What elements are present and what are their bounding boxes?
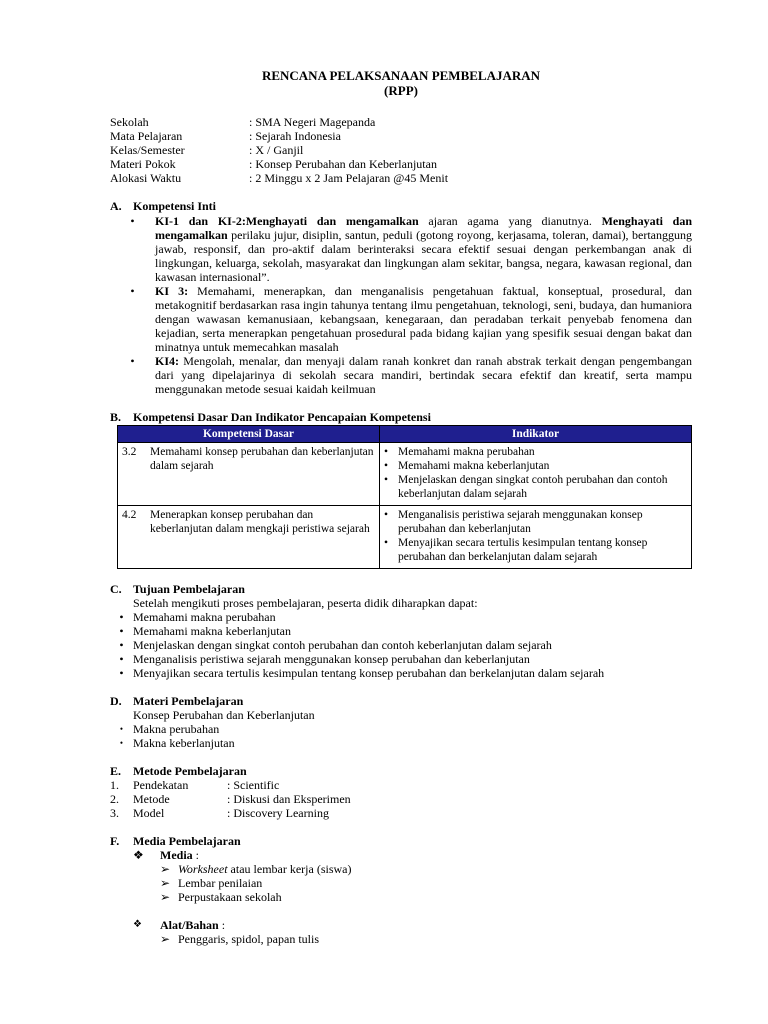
list-item bbox=[110, 806, 692, 820]
section-heading bbox=[110, 694, 692, 708]
list-text: Menjelaskan dengan singkat contoh perubahan dan contoh keberlanjutan dalam sejarah bbox=[133, 638, 552, 652]
list-item bbox=[110, 792, 692, 806]
section-media bbox=[110, 834, 692, 946]
bullet-icon: • bbox=[119, 624, 124, 638]
list-item bbox=[110, 722, 692, 736]
ki-item-1 bbox=[110, 214, 692, 284]
title-line-2: (RPP) bbox=[384, 83, 418, 98]
list-value: : Diskusi dan Eksperimen bbox=[227, 792, 351, 806]
bullet-icon: • bbox=[384, 537, 389, 549]
arrow-bullet-icon: ➢ bbox=[160, 862, 171, 876]
kd-indicator-table bbox=[117, 425, 692, 569]
ki-label: KI-1 dan KI-2:Menghayati dan mengamalkan bbox=[155, 214, 419, 228]
section-title: Media Pembelajaran bbox=[133, 834, 241, 848]
ki-body: ajaran agama yang dianutnya. bbox=[418, 214, 602, 228]
ki-body: perilaku jujur, disiplin, santun, peduli (gotong royong, kerjasama, toleran, damai), bertanggung jawab, responsif, dan pro-aktif dalam berinteraksi secara efektif sesuai dengan perkembangan anak di lingkungan, keluarga, sekolah, masyarakat dan lingkungan alam sekitar, bangsa, negara, kawasan regional, dan kawasan internasional”. bbox=[155, 228, 692, 284]
section-title: Kompetensi Inti bbox=[133, 199, 217, 213]
alat-label: Alat/Bahan bbox=[160, 918, 219, 932]
list-text: Makna perubahan bbox=[133, 722, 220, 736]
meta-row-sekolah bbox=[110, 115, 692, 129]
title-line-1: RENCANA PELAKSANAAN PEMBELAJARAN bbox=[261, 68, 541, 83]
section-title: Tujuan Pembelajaran bbox=[133, 582, 245, 596]
section-tujuan bbox=[110, 582, 692, 680]
ki-body: Memahami, menerapkan, dan menganalisis pengetahuan faktual, konseptual, prosedural, dan metakognitif berdasarkan rasa ingin tahunya tentang ilmu pengetahuan, teknologi, seni, budaya, dan humaniora dengan wawasan kemanusiaan, kebangsaan, kenegaraan, dan peradaban terkait penyebab fenomena dan kejadian, serta menerapkan pengetahuan prosedural pada bidang kajian yang spesifik sesuai dengan bakat dan minatnya untuk memecahkan masalah bbox=[155, 284, 693, 354]
arrow-bullet-icon: ➢ bbox=[160, 932, 171, 946]
section-letter: E. bbox=[110, 764, 122, 778]
meta-value: : X / Ganjil bbox=[249, 143, 304, 157]
section-letter: C. bbox=[110, 582, 122, 596]
meta-value: : Konsep Perubahan dan Keberlanjutan bbox=[249, 157, 437, 171]
identity-block bbox=[110, 115, 692, 185]
list-key: Metode bbox=[133, 792, 170, 806]
section-intro: Konsep Perubahan dan Keberlanjutan bbox=[133, 708, 315, 722]
alat-heading bbox=[110, 918, 692, 932]
section-heading bbox=[110, 199, 692, 213]
list-text: Menganalisis peristiwa sejarah menggunakan konsep perubahan dan keberlanjutan bbox=[133, 652, 530, 666]
bullet-icon: • bbox=[119, 738, 124, 748]
list-value: : Discovery Learning bbox=[227, 806, 329, 820]
list-key: Pendekatan bbox=[133, 778, 189, 792]
meta-row-kelas bbox=[110, 143, 692, 157]
media-heading bbox=[110, 848, 692, 862]
kd-text: Memahami konsep perubahan dan keberlanjutan dalam sejarah bbox=[150, 446, 374, 472]
list-item bbox=[110, 862, 692, 876]
list-number: 2. bbox=[110, 792, 119, 806]
indicator-text: Menganalisis peristiwa sejarah menggunakan konsep perubahan dan keberlanjutan bbox=[398, 509, 643, 535]
diamond-bullet-icon: ❖ bbox=[133, 848, 144, 862]
meta-key: Kelas/Semester bbox=[110, 143, 185, 157]
section-heading bbox=[110, 764, 692, 778]
ki-text bbox=[155, 214, 692, 284]
table-row bbox=[118, 506, 692, 569]
ki-list bbox=[110, 214, 692, 396]
list-item bbox=[384, 536, 687, 564]
bullet-icon: • bbox=[119, 652, 124, 666]
section-metode bbox=[110, 764, 692, 820]
bullet-icon: • bbox=[119, 666, 124, 680]
ki-label: KI 3: bbox=[155, 284, 189, 298]
list-item bbox=[110, 652, 692, 666]
bullet-icon: • bbox=[119, 724, 124, 734]
media-italic: Worksheet bbox=[178, 862, 228, 876]
list-value: : Scientific bbox=[227, 778, 280, 792]
section-letter: A. bbox=[110, 199, 122, 213]
indikator-cell bbox=[380, 506, 692, 569]
kd-text: Menerapkan konsep perubahan dan keberlanjutan dalam mengkaji peristiwa sejarah bbox=[150, 509, 370, 535]
meta-row-alokasi bbox=[110, 171, 692, 185]
ki-label: KI4: bbox=[155, 354, 179, 368]
bullet-icon: • bbox=[130, 354, 135, 368]
arrow-bullet-icon: ➢ bbox=[160, 876, 171, 890]
list-item bbox=[110, 876, 692, 890]
meta-key: Sekolah bbox=[110, 115, 149, 129]
star-bullet-icon: ❖ bbox=[133, 919, 142, 930]
list-text: Lembar penilaian bbox=[178, 876, 263, 890]
kd-cell bbox=[118, 443, 380, 506]
ki-body: Mengolah, menalar, dan menyaji dalam ranah konkret dan ranah abstrak terkait dengan pengembangan dari yang dipelajarinya di sekolah secara mandiri, bertindak secara efektif dan kreatif, serta mampu menggunakan metode sesuai kaidah keilmuan bbox=[155, 354, 692, 396]
list-number: 3. bbox=[110, 806, 119, 820]
list-text: atau lembar kerja (siswa) bbox=[227, 862, 352, 876]
bullet-icon: • bbox=[130, 214, 135, 228]
section-title: Materi Pembelajaran bbox=[133, 694, 244, 708]
meta-key: Mata Pelajaran bbox=[110, 129, 183, 143]
table-row bbox=[118, 443, 692, 506]
list-text: Memahami makna keberlanjutan bbox=[133, 624, 291, 638]
table-header-row bbox=[118, 426, 692, 443]
meta-value: : 2 Minggu x 2 Jam Pelajaran @45 Menit bbox=[249, 171, 449, 185]
section-heading bbox=[110, 410, 692, 424]
list-item bbox=[110, 890, 692, 904]
ki-item-3 bbox=[110, 284, 692, 354]
kd-cell bbox=[118, 506, 380, 569]
indicator-text: Memahami makna keberlanjutan bbox=[398, 460, 550, 472]
section-letter: D. bbox=[110, 694, 122, 708]
table-header-indikator: Indikator bbox=[380, 426, 692, 443]
list-item bbox=[110, 736, 692, 750]
alat-colon: : bbox=[218, 918, 226, 932]
bullet-icon: • bbox=[384, 474, 389, 486]
list-item bbox=[384, 445, 687, 459]
kd-number: 4.2 bbox=[122, 509, 137, 521]
section-intro: Setelah mengikuti proses pembelajaran, peserta didik diharapkan dapat: bbox=[133, 596, 478, 610]
meta-key: Materi Pokok bbox=[110, 157, 176, 171]
list-item bbox=[384, 473, 687, 501]
section-heading bbox=[110, 582, 692, 596]
meta-value: : SMA Negeri Magepanda bbox=[249, 115, 376, 129]
bullet-icon: • bbox=[130, 284, 135, 298]
bullet-icon: • bbox=[119, 638, 124, 652]
indicator-text: Menjelaskan dengan singkat contoh perubahan dan contoh keberlanjutan dalam sejarah bbox=[398, 474, 668, 500]
indicator-text: Memahami makna perubahan bbox=[398, 446, 535, 458]
rpp-document bbox=[110, 68, 692, 946]
meta-value: : Sejarah Indonesia bbox=[249, 129, 341, 143]
list-item bbox=[110, 932, 692, 946]
ki-text bbox=[155, 284, 692, 354]
meta-row-mapel bbox=[110, 129, 692, 143]
meta-row-materi bbox=[110, 157, 692, 171]
list-item bbox=[110, 666, 692, 680]
list-item bbox=[110, 778, 692, 792]
section-title: Metode Pembelajaran bbox=[133, 764, 247, 778]
meta-key: Alokasi Waktu bbox=[110, 171, 182, 185]
document-title bbox=[110, 68, 692, 98]
section-letter: F. bbox=[110, 834, 120, 848]
list-item bbox=[384, 459, 687, 473]
list-item bbox=[110, 638, 692, 652]
indikator-cell bbox=[380, 443, 692, 506]
arrow-bullet-icon: ➢ bbox=[160, 890, 171, 904]
section-heading bbox=[110, 834, 692, 848]
list-text: Menyajikan secara tertulis kesimpulan tentang konsep perubahan dan berkelanjutan dalam sejarah bbox=[133, 666, 605, 680]
bullet-icon: • bbox=[384, 509, 389, 521]
list-number: 1. bbox=[110, 778, 119, 792]
list-item bbox=[110, 610, 692, 624]
list-item bbox=[384, 508, 687, 536]
ki-bold: Menghayati dan mengamalkan bbox=[155, 214, 692, 242]
table-header-kd: Kompetensi Dasar bbox=[118, 426, 380, 443]
list-key: Model bbox=[133, 806, 165, 820]
media-label: Media bbox=[160, 848, 193, 862]
bullet-icon: • bbox=[384, 446, 389, 458]
list-text: Penggaris, spidol, papan tulis bbox=[178, 932, 319, 946]
kd-number: 3.2 bbox=[122, 446, 137, 458]
ki-text bbox=[155, 354, 692, 396]
section-kompetensi-dasar bbox=[110, 410, 692, 569]
section-letter: B. bbox=[110, 410, 122, 424]
bullet-icon: • bbox=[119, 610, 124, 624]
indicator-text: Menyajikan secara tertulis kesimpulan tentang konsep perubahan dan berkelanjutan dalam sejarah bbox=[398, 537, 648, 563]
section-title: Kompetensi Dasar Dan Indikator Pencapaian Kompetensi bbox=[133, 410, 431, 424]
section-materi bbox=[110, 694, 692, 750]
media-colon: : bbox=[192, 848, 200, 862]
ki-item-4 bbox=[110, 354, 692, 396]
list-text: Makna keberlanjutan bbox=[133, 736, 235, 750]
list-item bbox=[110, 624, 692, 638]
bullet-icon: • bbox=[384, 460, 389, 472]
section-kompetensi-inti bbox=[110, 199, 692, 396]
list-text: Perpustakaan sekolah bbox=[178, 890, 282, 904]
list-text: Memahami makna perubahan bbox=[133, 610, 276, 624]
